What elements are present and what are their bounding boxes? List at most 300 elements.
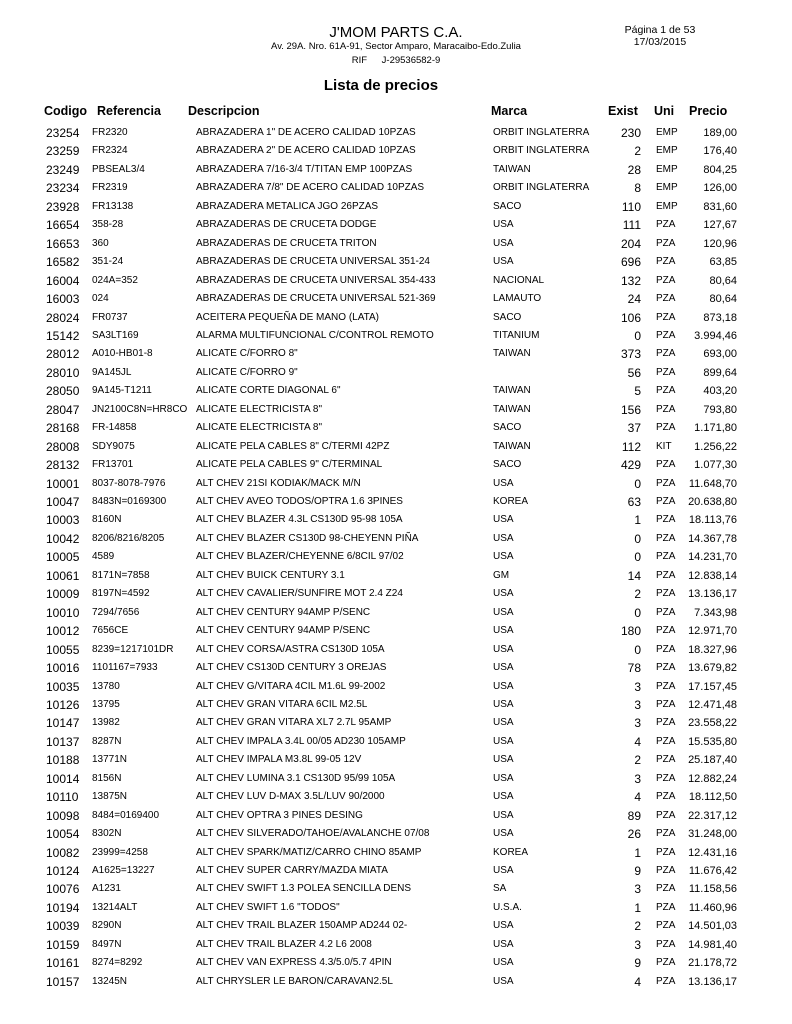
cell-descripcion: ALT CHEV VAN EXPRESS 4.3/5.0/5.7 4PIN	[196, 957, 392, 969]
cell-uni: PZA	[656, 772, 676, 784]
cell-precio: 25.187,40	[688, 754, 737, 767]
cell-marca: USA	[493, 588, 514, 600]
cell-precio: 18.327,96	[688, 643, 737, 656]
cell-codigo: 10188	[46, 753, 80, 768]
cell-uni: PZA	[656, 698, 676, 710]
cell-exist: 4	[634, 974, 641, 989]
cell-referencia: FR2319	[92, 182, 128, 194]
cell-uni: PZA	[656, 532, 676, 544]
cell-codigo: 10035	[46, 679, 80, 694]
cell-precio: 31.248,00	[688, 828, 737, 841]
cell-uni: PZA	[656, 846, 676, 858]
cell-uni: PZA	[656, 477, 676, 489]
cell-descripcion: ABRAZADERA METALICA JGO 26PZAS	[196, 200, 379, 212]
cell-referencia: 8171N=7858	[92, 569, 150, 581]
cell-marca: KOREA	[493, 846, 529, 858]
cell-precio: 23.558,22	[688, 717, 737, 730]
cell-marca: USA	[493, 256, 514, 268]
cell-uni: PZA	[656, 588, 676, 600]
table-row	[0, 419, 792, 437]
cell-codigo: 28024	[46, 310, 80, 325]
table-row	[0, 327, 792, 345]
cell-marca: TAIWAN	[493, 440, 531, 452]
cell-descripcion: ALT CHEV SILVERADO/TAHOE/AVALANCHE 07/08	[196, 828, 430, 840]
cell-exist: 9	[634, 864, 641, 878]
table-row	[0, 585, 792, 603]
cell-precio: 873,18	[703, 311, 737, 324]
cell-descripcion: ALT CHEV SWIFT 1.3 POLEA SENCILLA DENS	[196, 883, 412, 895]
page-info	[612, 24, 708, 48]
cell-marca: ORBIT INGLATERRA	[493, 127, 590, 138]
cell-referencia: 8239=1217101DR	[92, 643, 174, 655]
cell-codigo: 10016	[46, 661, 80, 676]
cell-referencia: 4589	[92, 551, 115, 563]
cell-uni: PZA	[656, 662, 676, 674]
cell-exist: 2	[634, 144, 641, 159]
cell-codigo: 16653	[46, 236, 80, 251]
cell-uni: EMP	[656, 200, 678, 212]
cell-codigo: 10082	[46, 845, 80, 860]
table-row	[0, 641, 792, 659]
table-row	[0, 622, 792, 640]
cell-exist: 204	[620, 236, 641, 251]
cell-uni: PZA	[656, 403, 676, 415]
cell-precio: 176,40	[703, 145, 737, 158]
cell-uni: PZA	[656, 256, 676, 268]
cell-exist: 429	[620, 458, 641, 473]
cell-uni: PZA	[656, 496, 676, 507]
cell-referencia: 8156N	[92, 772, 122, 784]
cell-precio: 189,00	[703, 127, 737, 139]
cell-descripcion: ALT CHEV CS130D CENTURY 3 OREJAS	[196, 662, 387, 674]
cell-referencia: 13245N	[92, 975, 128, 987]
cell-uni: PZA	[656, 717, 676, 729]
cell-referencia: FR2324	[92, 145, 128, 157]
cell-exist: 3	[634, 771, 641, 786]
cell-marca: USA	[493, 975, 514, 987]
cell-codigo: 23259	[46, 144, 80, 159]
cell-precio: 1.256,22	[694, 440, 737, 453]
cell-exist: 696	[620, 255, 641, 270]
cell-descripcion: ALT CHEV LUV D-MAX 3.5L/LUV 90/2000	[196, 791, 385, 803]
table-row	[0, 696, 792, 714]
table-row	[0, 936, 792, 954]
cell-precio: 1.171,80	[694, 422, 737, 435]
cell-codigo: 28132	[46, 458, 80, 473]
cell-precio: 403,20	[703, 385, 737, 398]
cell-marca: USA	[493, 477, 514, 489]
cell-marca: USA	[493, 717, 514, 729]
cell-referencia: 8037-8078-7976	[92, 477, 166, 489]
table-row	[0, 179, 792, 197]
cell-descripcion: ALT CHEV IMPALA 3.4L 00/05 AD230 105AMP	[196, 735, 406, 747]
cell-exist: 56	[627, 365, 641, 380]
company-rif	[0, 55, 792, 66]
table-row	[0, 475, 792, 493]
cell-marca: LAMAUTO	[493, 293, 542, 305]
cell-marca: USA	[493, 809, 514, 821]
table-row	[0, 198, 792, 216]
cell-precio: 831,60	[703, 200, 737, 213]
table-row	[0, 604, 792, 622]
cell-precio: 14.501,03	[688, 920, 737, 933]
cell-referencia: 8483N=0169300	[92, 496, 167, 507]
cell-marca: U.S.A.	[493, 901, 522, 913]
cell-descripcion: ABRAZADERAS DE CRUCETA DODGE	[196, 219, 377, 231]
cell-precio: 12.471,48	[688, 698, 737, 711]
cell-referencia: 9A145-T1211	[92, 385, 152, 397]
table-row	[0, 438, 792, 456]
cell-descripcion: ABRAZADERAS DE CRUCETA UNIVERSAL 354-433	[196, 274, 436, 286]
cell-precio: 120,96	[703, 237, 737, 250]
cell-referencia: 8160N	[92, 514, 122, 526]
cell-marca: USA	[493, 219, 514, 231]
cell-exist: 0	[634, 476, 641, 491]
cell-codigo: 10124	[46, 864, 80, 878]
cell-uni: PZA	[656, 311, 676, 323]
cell-uni: PZA	[656, 680, 676, 692]
cell-precio: 804,25	[703, 163, 737, 176]
cell-referencia: PBSEAL3/4	[92, 163, 145, 175]
header-codigo: Codigo	[44, 104, 88, 118]
cell-precio: 13.679,82	[688, 662, 737, 675]
cell-descripcion: ALT CHEV BLAZER/CHEYENNE 6/8CIL 97/02	[196, 551, 404, 563]
cell-exist: 106	[620, 310, 641, 325]
cell-uni: PZA	[656, 865, 676, 876]
table-row	[0, 216, 792, 234]
cell-uni: PZA	[656, 329, 676, 341]
company-address: Av. 29A. Nro. 61A-91, Sector Amparo, Maracaibo-Edo.Zulia	[271, 41, 521, 52]
cell-exist: 3	[634, 679, 641, 694]
table-row	[0, 161, 792, 179]
cell-exist: 111	[622, 218, 641, 233]
cell-descripcion: ALT CHEV BUICK CENTURY 3.1	[196, 569, 345, 581]
cell-marca: USA	[493, 680, 514, 692]
table-row	[0, 880, 792, 898]
cell-marca: USA	[493, 514, 514, 526]
cell-descripcion: ABRAZADERA 2" DE ACERO CALIDAD 10PZAS	[196, 145, 416, 157]
cell-referencia: 351-24	[92, 256, 124, 268]
table-row	[0, 401, 792, 419]
cell-referencia: 358-28	[92, 219, 124, 231]
cell-uni: PZA	[656, 348, 676, 360]
cell-descripcion: ALT CHEV IMPALA M3.8L 99-05 12V	[196, 754, 362, 766]
cell-marca: ORBIT INGLATERRA	[493, 182, 590, 194]
cell-precio: 7.343,98	[694, 606, 737, 619]
cell-referencia: JN2100C8N=HR8CO	[92, 403, 188, 415]
cell-referencia: A1231	[92, 883, 121, 895]
cell-exist: 9	[634, 956, 641, 971]
cell-exist: 110	[621, 199, 641, 214]
cell-codigo: 10076	[46, 882, 80, 897]
cell-referencia: 13982	[92, 717, 120, 729]
cell-referencia: 13771N	[92, 754, 128, 766]
cell-descripcion: ALT CHEV SWIFT 1.6 "TODOS"	[196, 901, 340, 913]
cell-marca: TITANIUM	[493, 329, 540, 341]
cell-codigo: 28047	[46, 402, 80, 417]
cell-descripcion: ALT CHEV GRAN VITARA 6CIL M2.5L	[196, 698, 368, 710]
cell-marca: USA	[493, 735, 514, 747]
table-row	[0, 124, 792, 142]
cell-exist: 37	[627, 421, 641, 436]
cell-marca: GM	[493, 569, 510, 581]
table-row	[0, 272, 792, 290]
cell-uni: PZA	[656, 551, 676, 563]
table-row	[0, 142, 792, 160]
cell-referencia: 8497N	[92, 938, 122, 950]
cell-descripcion: ALT CHEV BLAZER 4.3L CS130D 95-98 105A	[196, 514, 403, 526]
table-row	[0, 290, 792, 308]
cell-precio: 899,64	[703, 366, 737, 379]
cell-referencia: FR2320	[92, 127, 128, 138]
cell-exist: 3	[634, 882, 641, 897]
cell-exist: 2	[634, 919, 641, 934]
cell-marca: USA	[493, 698, 514, 710]
cell-referencia: 7294/7656	[92, 606, 140, 618]
cell-uni: PZA	[656, 606, 676, 618]
cell-precio: 80,64	[709, 274, 737, 287]
cell-exist: 3	[634, 716, 641, 731]
cell-descripcion: ALT CHEV CENTURY 94AMP P/SENC	[196, 625, 371, 637]
cell-referencia: 360	[92, 237, 109, 249]
cell-marca: TAIWAN	[493, 348, 531, 360]
header-referencia: Referencia	[97, 104, 161, 118]
cell-codigo: 10014	[46, 771, 80, 786]
cell-codigo: 16654	[46, 218, 80, 233]
cell-descripcion: ALT CHEV LUMINA 3.1 CS130D 95/99 105A	[196, 772, 396, 784]
cell-exist: 156	[620, 402, 641, 417]
cell-codigo: 10147	[46, 716, 80, 731]
cell-codigo: 10042	[46, 531, 80, 546]
header-descripcion: Descripcion	[188, 104, 260, 118]
cell-codigo: 16582	[46, 255, 80, 270]
table-row	[0, 253, 792, 271]
cell-marca: USA	[493, 625, 514, 637]
cell-exist: 89	[627, 808, 641, 823]
cell-codigo: 10001	[46, 476, 80, 491]
cell-descripcion: ALT CHEV SPARK/MATIZ/CARRO CHINO 85AMP	[196, 846, 422, 858]
cell-codigo: 23249	[46, 162, 80, 177]
cell-referencia: 9A145JL	[92, 366, 132, 378]
cell-descripcion: ALT CHEV CENTURY 94AMP P/SENC	[196, 606, 371, 618]
cell-descripcion: ALT CHEV CORSA/ASTRA CS130D 105A	[196, 643, 385, 655]
cell-codigo: 28010	[46, 365, 80, 380]
cell-precio: 18.112,50	[688, 791, 737, 804]
cell-referencia: 13875N	[92, 791, 128, 803]
cell-precio: 17.157,45	[688, 680, 737, 693]
cell-precio: 63,85	[709, 256, 737, 269]
cell-uni: PZA	[656, 901, 676, 913]
cell-precio: 3.994,46	[694, 329, 737, 342]
table-row	[0, 807, 792, 825]
cell-marca: USA	[493, 551, 514, 563]
cell-exist: 230	[620, 126, 641, 140]
cell-referencia: FR13138	[92, 200, 134, 212]
cell-referencia: A1625=13227	[92, 865, 155, 876]
cell-uni: PZA	[656, 735, 676, 747]
cell-marca: NACIONAL	[493, 274, 545, 286]
cell-uni: KIT	[656, 440, 672, 452]
cell-codigo: 10161	[46, 956, 80, 971]
cell-descripcion: ALICATE C/FORRO 8"	[196, 348, 298, 360]
cell-referencia: 23999=4258	[92, 846, 148, 858]
cell-exist: 3	[634, 937, 641, 952]
cell-exist: 1	[634, 513, 641, 528]
cell-uni: PZA	[656, 569, 676, 581]
cell-marca: USA	[493, 828, 514, 840]
cell-exist: 0	[634, 642, 641, 657]
cell-uni: PZA	[656, 459, 676, 471]
header-marca: Marca	[491, 104, 528, 118]
cell-descripcion: ALT CHEV 21SI KODIAK/MACK M/N	[196, 477, 361, 489]
cell-codigo: 10194	[46, 900, 80, 915]
cell-precio: 11.158,56	[688, 883, 737, 896]
cell-referencia: 8274=8292	[92, 957, 143, 969]
cell-exist: 4	[634, 790, 641, 805]
table-row	[0, 235, 792, 253]
cell-codigo: 28012	[46, 347, 80, 362]
cell-exist: 28	[627, 162, 641, 177]
cell-referencia: 7656CE	[92, 625, 129, 637]
cell-precio: 21.178,72	[688, 957, 737, 970]
table-row	[0, 382, 792, 400]
cell-codigo: 10055	[46, 642, 80, 657]
cell-marca: USA	[493, 754, 514, 766]
cell-codigo: 23928	[46, 199, 80, 214]
cell-exist: 2	[634, 753, 641, 768]
cell-exist: 0	[634, 328, 641, 343]
cell-referencia: SA3LT169	[92, 329, 139, 341]
cell-uni: PZA	[656, 514, 676, 526]
cell-exist: 373	[620, 347, 641, 362]
table-row	[0, 917, 792, 935]
cell-referencia: A010-HB01-8	[92, 348, 153, 360]
cell-descripcion: ALT CHEV TRAIL BLAZER 4.2 L6 2008	[196, 938, 372, 950]
cell-uni: PZA	[656, 422, 676, 434]
cell-precio: 12.971,70	[688, 625, 737, 638]
cell-codigo: 10003	[46, 513, 80, 528]
table-row	[0, 548, 792, 566]
table-row	[0, 364, 792, 382]
cell-referencia: 8287N	[92, 735, 122, 747]
cell-descripcion: ABRAZADERA 1" DE ACERO CALIDAD 10PZAS	[196, 127, 416, 138]
cell-descripcion: ALICATE ELECTRICISTA 8"	[196, 403, 322, 415]
cell-codigo: 23254	[46, 126, 80, 140]
page-number: Página 1 de 53	[624, 24, 696, 36]
cell-codigo: 10009	[46, 587, 80, 602]
cell-descripcion: ABRAZADERAS DE CRUCETA TRITON	[196, 237, 377, 249]
cell-descripcion: ALICATE PELA CABLES 9" C/TERMINAL	[196, 459, 383, 471]
cell-exist: 63	[627, 495, 641, 509]
cell-exist: 5	[634, 384, 641, 399]
cell-descripcion: ACEITERA PEQUEÑA DE MANO (LATA)	[196, 311, 379, 323]
cell-exist: 8	[634, 181, 641, 196]
table-row	[0, 954, 792, 972]
report-date: 17/03/2015	[633, 36, 687, 48]
cell-exist: 180	[620, 624, 641, 639]
cell-marca: ORBIT INGLATERRA	[493, 145, 590, 157]
cell-uni: EMP	[656, 163, 678, 175]
cell-codigo: 10012	[46, 624, 80, 639]
cell-exist: 0	[634, 531, 641, 546]
cell-precio: 793,80	[703, 403, 737, 416]
cell-precio: 11.460,96	[688, 901, 737, 914]
table-row	[0, 844, 792, 862]
cell-codigo: 23234	[46, 181, 80, 196]
cell-exist: 2	[634, 587, 641, 602]
cell-uni: EMP	[656, 145, 678, 157]
cell-referencia: FR13701	[92, 459, 134, 471]
rif-value: J-29536582-9	[381, 55, 441, 66]
cell-referencia: FR0737	[92, 311, 128, 323]
cell-precio: 20.638,80	[688, 496, 737, 508]
cell-referencia: 8302N	[92, 828, 122, 840]
cell-codigo: 10047	[46, 495, 80, 509]
cell-referencia: 8197N=4592	[92, 588, 150, 600]
table-row	[0, 751, 792, 769]
cell-codigo: 16003	[46, 292, 80, 307]
cell-uni: PZA	[656, 791, 676, 803]
cell-codigo: 10039	[46, 919, 80, 934]
table-row	[0, 788, 792, 806]
table-row	[0, 733, 792, 751]
cell-descripcion: ALT CHEV CAVALIER/SUNFIRE MOT 2.4 Z24	[196, 588, 403, 600]
cell-exist: 0	[634, 550, 641, 565]
cell-marca: USA	[493, 772, 514, 784]
cell-marca: SACO	[493, 200, 522, 212]
cell-referencia: 8484=0169400	[92, 809, 160, 821]
cell-uni: EMP	[656, 127, 678, 138]
table-row	[0, 493, 792, 511]
cell-marca: TAIWAN	[493, 403, 531, 415]
cell-descripcion: ABRAZADERAS DE CRUCETA UNIVERSAL 521-369	[196, 293, 436, 305]
cell-exist: 78	[627, 661, 641, 676]
cell-uni: EMP	[656, 182, 678, 194]
cell-precio: 22.317,12	[688, 809, 737, 822]
cell-referencia: 8290N	[92, 920, 122, 932]
cell-codigo: 16004	[46, 273, 80, 288]
cell-uni: PZA	[656, 938, 676, 950]
cell-precio: 18.113,76	[688, 514, 737, 527]
cell-uni: PZA	[656, 293, 676, 305]
cell-referencia: 13795	[92, 698, 120, 710]
cell-exist: 1	[634, 845, 641, 860]
cell-codigo: 28168	[46, 421, 80, 436]
cell-referencia: 024A=352	[92, 274, 138, 286]
cell-precio: 11.676,42	[688, 865, 737, 877]
cell-codigo: 10098	[46, 808, 80, 823]
cell-precio: 14.367,78	[688, 532, 737, 545]
cell-marca: USA	[493, 532, 514, 544]
cell-descripcion: ALT CHRYSLER LE BARON/CARAVAN2.5L	[196, 975, 393, 987]
cell-descripcion: ALT CHEV BLAZER CS130D 98-CHEYENN PIÑA	[196, 532, 419, 544]
cell-precio: 15.535,80	[688, 735, 737, 748]
cell-marca: USA	[493, 920, 514, 932]
cell-marca: USA	[493, 957, 514, 969]
cell-precio: 14.231,70	[688, 551, 737, 564]
cell-exist: 4	[634, 734, 641, 749]
cell-descripcion: ABRAZADERAS DE CRUCETA UNIVERSAL 351-24	[196, 256, 430, 268]
table-row	[0, 309, 792, 327]
cell-descripcion: ALICATE PELA CABLES 8" C/TERMI 42PZ	[196, 440, 390, 452]
cell-precio: 693,00	[703, 348, 737, 361]
cell-codigo: 10061	[46, 568, 80, 583]
cell-precio: 127,67	[703, 219, 737, 232]
cell-descripcion: ALT CHEV AVEO TODOS/OPTRA 1.6 3PINES	[196, 496, 403, 507]
cell-referencia: 1101167=7933	[92, 662, 158, 674]
cell-uni: PZA	[656, 975, 676, 987]
cell-uni: PZA	[656, 237, 676, 249]
